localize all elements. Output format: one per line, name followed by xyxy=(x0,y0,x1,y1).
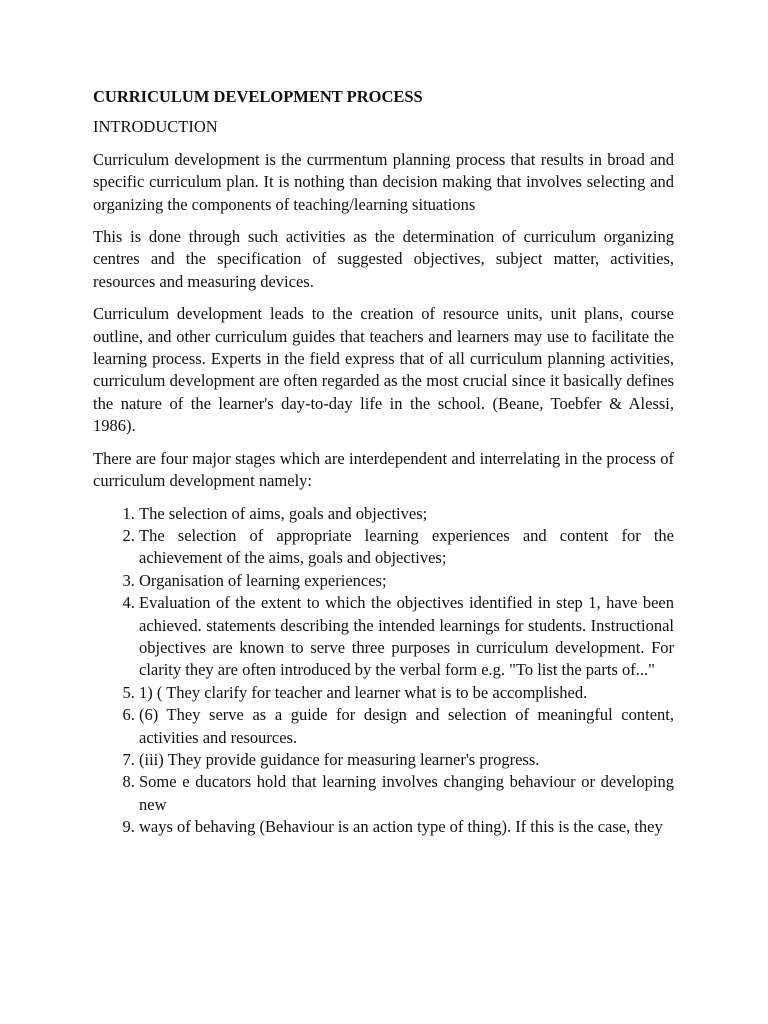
paragraph-1: Curriculum development is the currmentum planning process that results in broad and specific curriculum plan. It is nothing than decision making that involves selecting and organizing the components of teaching/learning situations xyxy=(93,149,674,214)
list-item: 6. (6) They serve as a guide for design and selection of meaningful content, activities and resources. xyxy=(139,704,674,749)
list-item: 8. Some e ducators hold that learning involves changing behaviour or developing new xyxy=(139,771,674,816)
paragraph-3: Curriculum development leads to the creation of resource units, unit plans, course outline, and other curriculum guides that teachers and learners may use to facilitate the learning process. Experts in the field express that of all curriculum planning activities, curriculum development are often regarded as the most crucial since it basically defines the nature of the learner's day-to-day life in the school. (Beane, Toebfer & Alessi, 1986). xyxy=(93,304,674,436)
list-item: 5. 1) ( They clarify for teacher and learner what is to be accomplished. xyxy=(139,682,674,704)
stages-list xyxy=(93,503,674,839)
document-page xyxy=(93,86,674,839)
list-item: 4. Evaluation of the extent to which the objectives identified in step 1, have been achieved. statements describing the intended learnings for students. Instructional objectives are known to serve three purposes in curriculum development. For clarity they are often introduced by the verbal form e.g. "To list the parts of..." xyxy=(139,592,674,682)
paragraph-4: There are four major stages which are interdependent and interrelating in the process of curriculum development namely: xyxy=(93,448,674,491)
paragraph-2: This is done through such activities as the determination of curriculum organizing centres and the specification of suggested objectives, subject matter, activities, resources and measuring devices. xyxy=(93,227,674,291)
list-item: 3. Organisation of learning experiences; xyxy=(139,570,674,592)
list-item: 9. ways of behaving (Behaviour is an action type of thing). If this is the case, they xyxy=(139,816,674,838)
document-title: CURRICULUM DEVELOPMENT PROCESS xyxy=(93,87,423,106)
list-item: 1. The selection of aims, goals and objectives; xyxy=(139,503,674,525)
list-item: 2. The selection of appropriate learning experiences and content for the achievement of the aims, goals and objectives; xyxy=(139,525,674,570)
list-item: 7. (iii) They provide guidance for measuring learner's progress. xyxy=(139,749,674,771)
section-heading-introduction: INTRODUCTION xyxy=(93,117,218,137)
